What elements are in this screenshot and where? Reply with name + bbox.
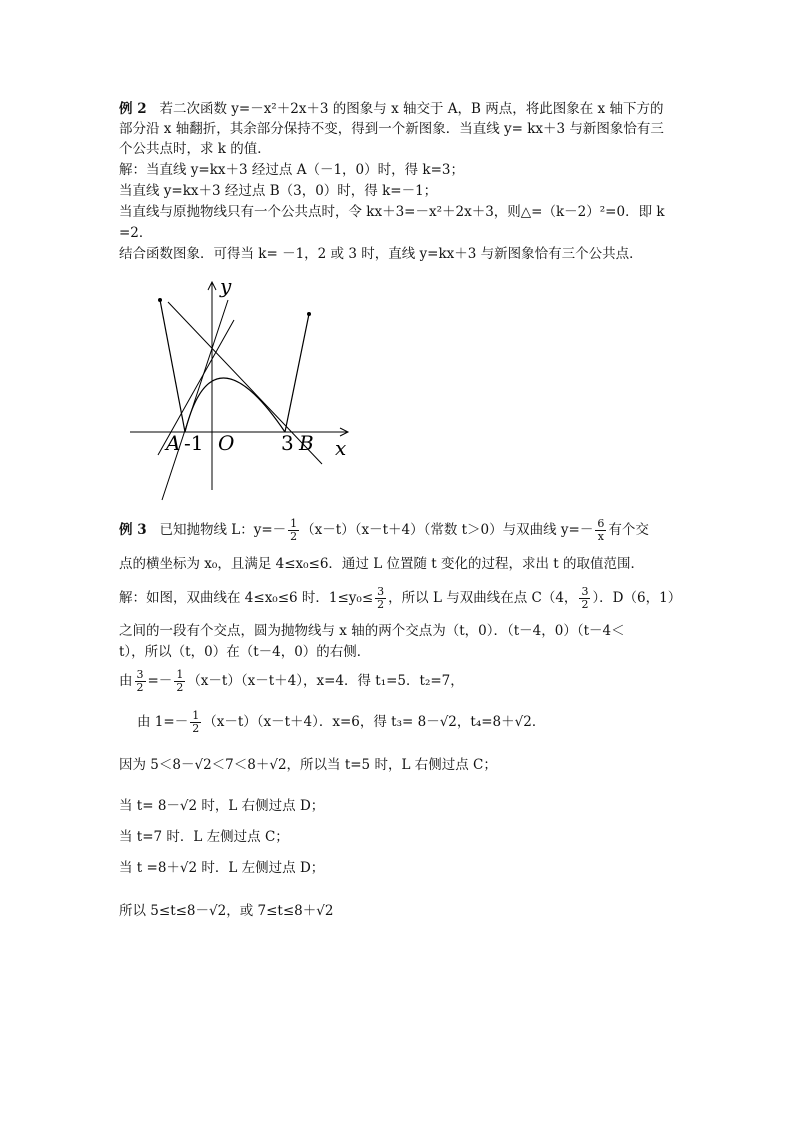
reflected-left-branch [160,300,185,432]
ex2-solution-3: 当直线与原抛物线只有一个公共点时，令 kx＋3=－x²＋2x＋3，则△=（k－2）²=0．即 k [119,204,665,220]
ex3-problem-l2: 点的横坐标为 x₀，且满足 4≤x₀≤6．通过 L 位置随 t 变化的过程，求出 t 的取值范围． [119,556,644,572]
ex2-solution-5: 结合函数图象．可得当 k= －1，2 或 3 时，直线 y=kx＋3 与新图象恰有三个公共点． [119,246,643,262]
function-graph [128,280,358,505]
point-a-label: A [166,431,181,455]
fraction-numerator: 1 [176,668,184,681]
fraction-numerator: 3 [581,585,589,598]
tick-minus-1-label: -1 [184,431,204,455]
ex3-line-1 [119,518,649,543]
ex3-p1c: 有个交 [608,522,649,538]
ex3-p6a: 由 [119,673,133,689]
fraction-numerator: 3 [377,585,385,598]
ex2-label: 例 2 [119,101,147,117]
fraction-three-halves [135,669,146,694]
right-branch-end [307,312,311,316]
fraction-half [288,518,299,543]
tick-3-label: 3 [281,431,294,455]
ex3-solution-l8: 因为 5＜8－√2＜7＜8＋√2，所以当 t=5 时，L 右侧过点 C； [119,757,497,773]
ex3-p3c: ）．D（6，1） [592,590,682,606]
ex3-p7a: 由 1=－ [137,714,189,730]
origin-label: O [218,431,235,455]
ex2-problem-l2: 部分沿 x 轴翻折，其余部分保持不变，得到一个新图象．当直线 y= kx＋3 与新图象恰有三 [119,121,664,137]
y-axis-label: y [220,280,232,298]
fraction-hyperbola [595,518,606,543]
ex3-line-6 [119,669,464,694]
point-b-label: B [299,431,314,455]
fraction-numerator: 1 [192,709,200,722]
ex3-line-7 [137,710,545,735]
ex3-p6c: （x－t）（x－t＋4），x=4．得 t₁=5．t₂=7， [187,673,464,689]
left-branch-end [158,298,162,302]
fraction-denominator: 2 [192,722,200,735]
ex3-solution-l5: t），所以（t，0）在（t－4，0）的右侧． [119,644,371,660]
ex2-solution-2: 当直线 y=kx＋3 经过点 B（3，0）时，得 k=－1； [119,183,438,199]
fraction-half [190,710,201,735]
ex3-solution-l10: 当 t=7 时．L 左侧过点 C； [119,829,289,845]
ex3-solution-l12: 所以 5≤t≤8－√2，或 7≤t≤8＋√2 [119,903,334,919]
fraction-three-halves [375,586,386,611]
ex2-problem-l1: 若二次函数 y=－x²＋2x＋3 的图象与 x 轴交于 A，B 两点，将此图象在 x 轴下方的 [159,101,664,117]
fraction-numerator: 3 [136,668,144,681]
x-axis-label: x [335,436,347,460]
ex3-solution-l4: 之间的一段有个交点，圆为抛物线与 x 轴的两个交点为（t，0）．（t－4，0）（t－4＜ [119,623,625,639]
fraction-numerator: 6 [597,517,605,530]
reflected-right-branch [285,314,309,432]
fraction-denominator: 2 [377,598,385,611]
ex2-solution-4: =2． [119,225,153,241]
ex3-label: 例 3 [119,522,147,538]
fraction-three-halves [579,586,590,611]
fraction-denominator: x [597,530,604,543]
ex3-solution-l11: 当 t =8＋√2 时．L 左侧过点 D； [119,860,325,876]
ex3-p3b: ，所以 L 与双曲线在点 C（4， [388,590,578,606]
ex2-problem-l3: 个公共点时，求 k 的值． [119,141,271,157]
ex2-line-1 [119,100,663,118]
ex3-solution-l9: 当 t= 8－√2 时，L 右侧过点 D； [119,798,325,814]
ex2-solution-1: 解：当直线 y=kx＋3 经过点 A（－1，0）时，得 k=3； [119,162,464,178]
ex3-p6b: =－ [147,673,173,689]
fraction-denominator: 2 [581,598,589,611]
ex3-line-3 [119,586,681,611]
fraction-denominator: 2 [136,681,144,694]
fraction-half [174,669,185,694]
ex3-p7b: （x－t）（x－t＋4）．x=6，得 t₃= 8－√2，t₄=8＋√2． [203,714,546,730]
fraction-denominator: 2 [176,681,184,694]
ex3-p3a: 解：如图，双曲线在 4≤x₀≤6 时．1≤y₀≤ [119,590,374,606]
fraction-denominator: 2 [290,530,298,543]
ex3-p1a: 已知抛物线 L：y=－ [159,522,287,538]
fraction-numerator: 1 [290,517,298,530]
ex3-p1b: （x－t）（x－t＋4）（常数 t＞0）与双曲线 y=－ [301,522,594,538]
